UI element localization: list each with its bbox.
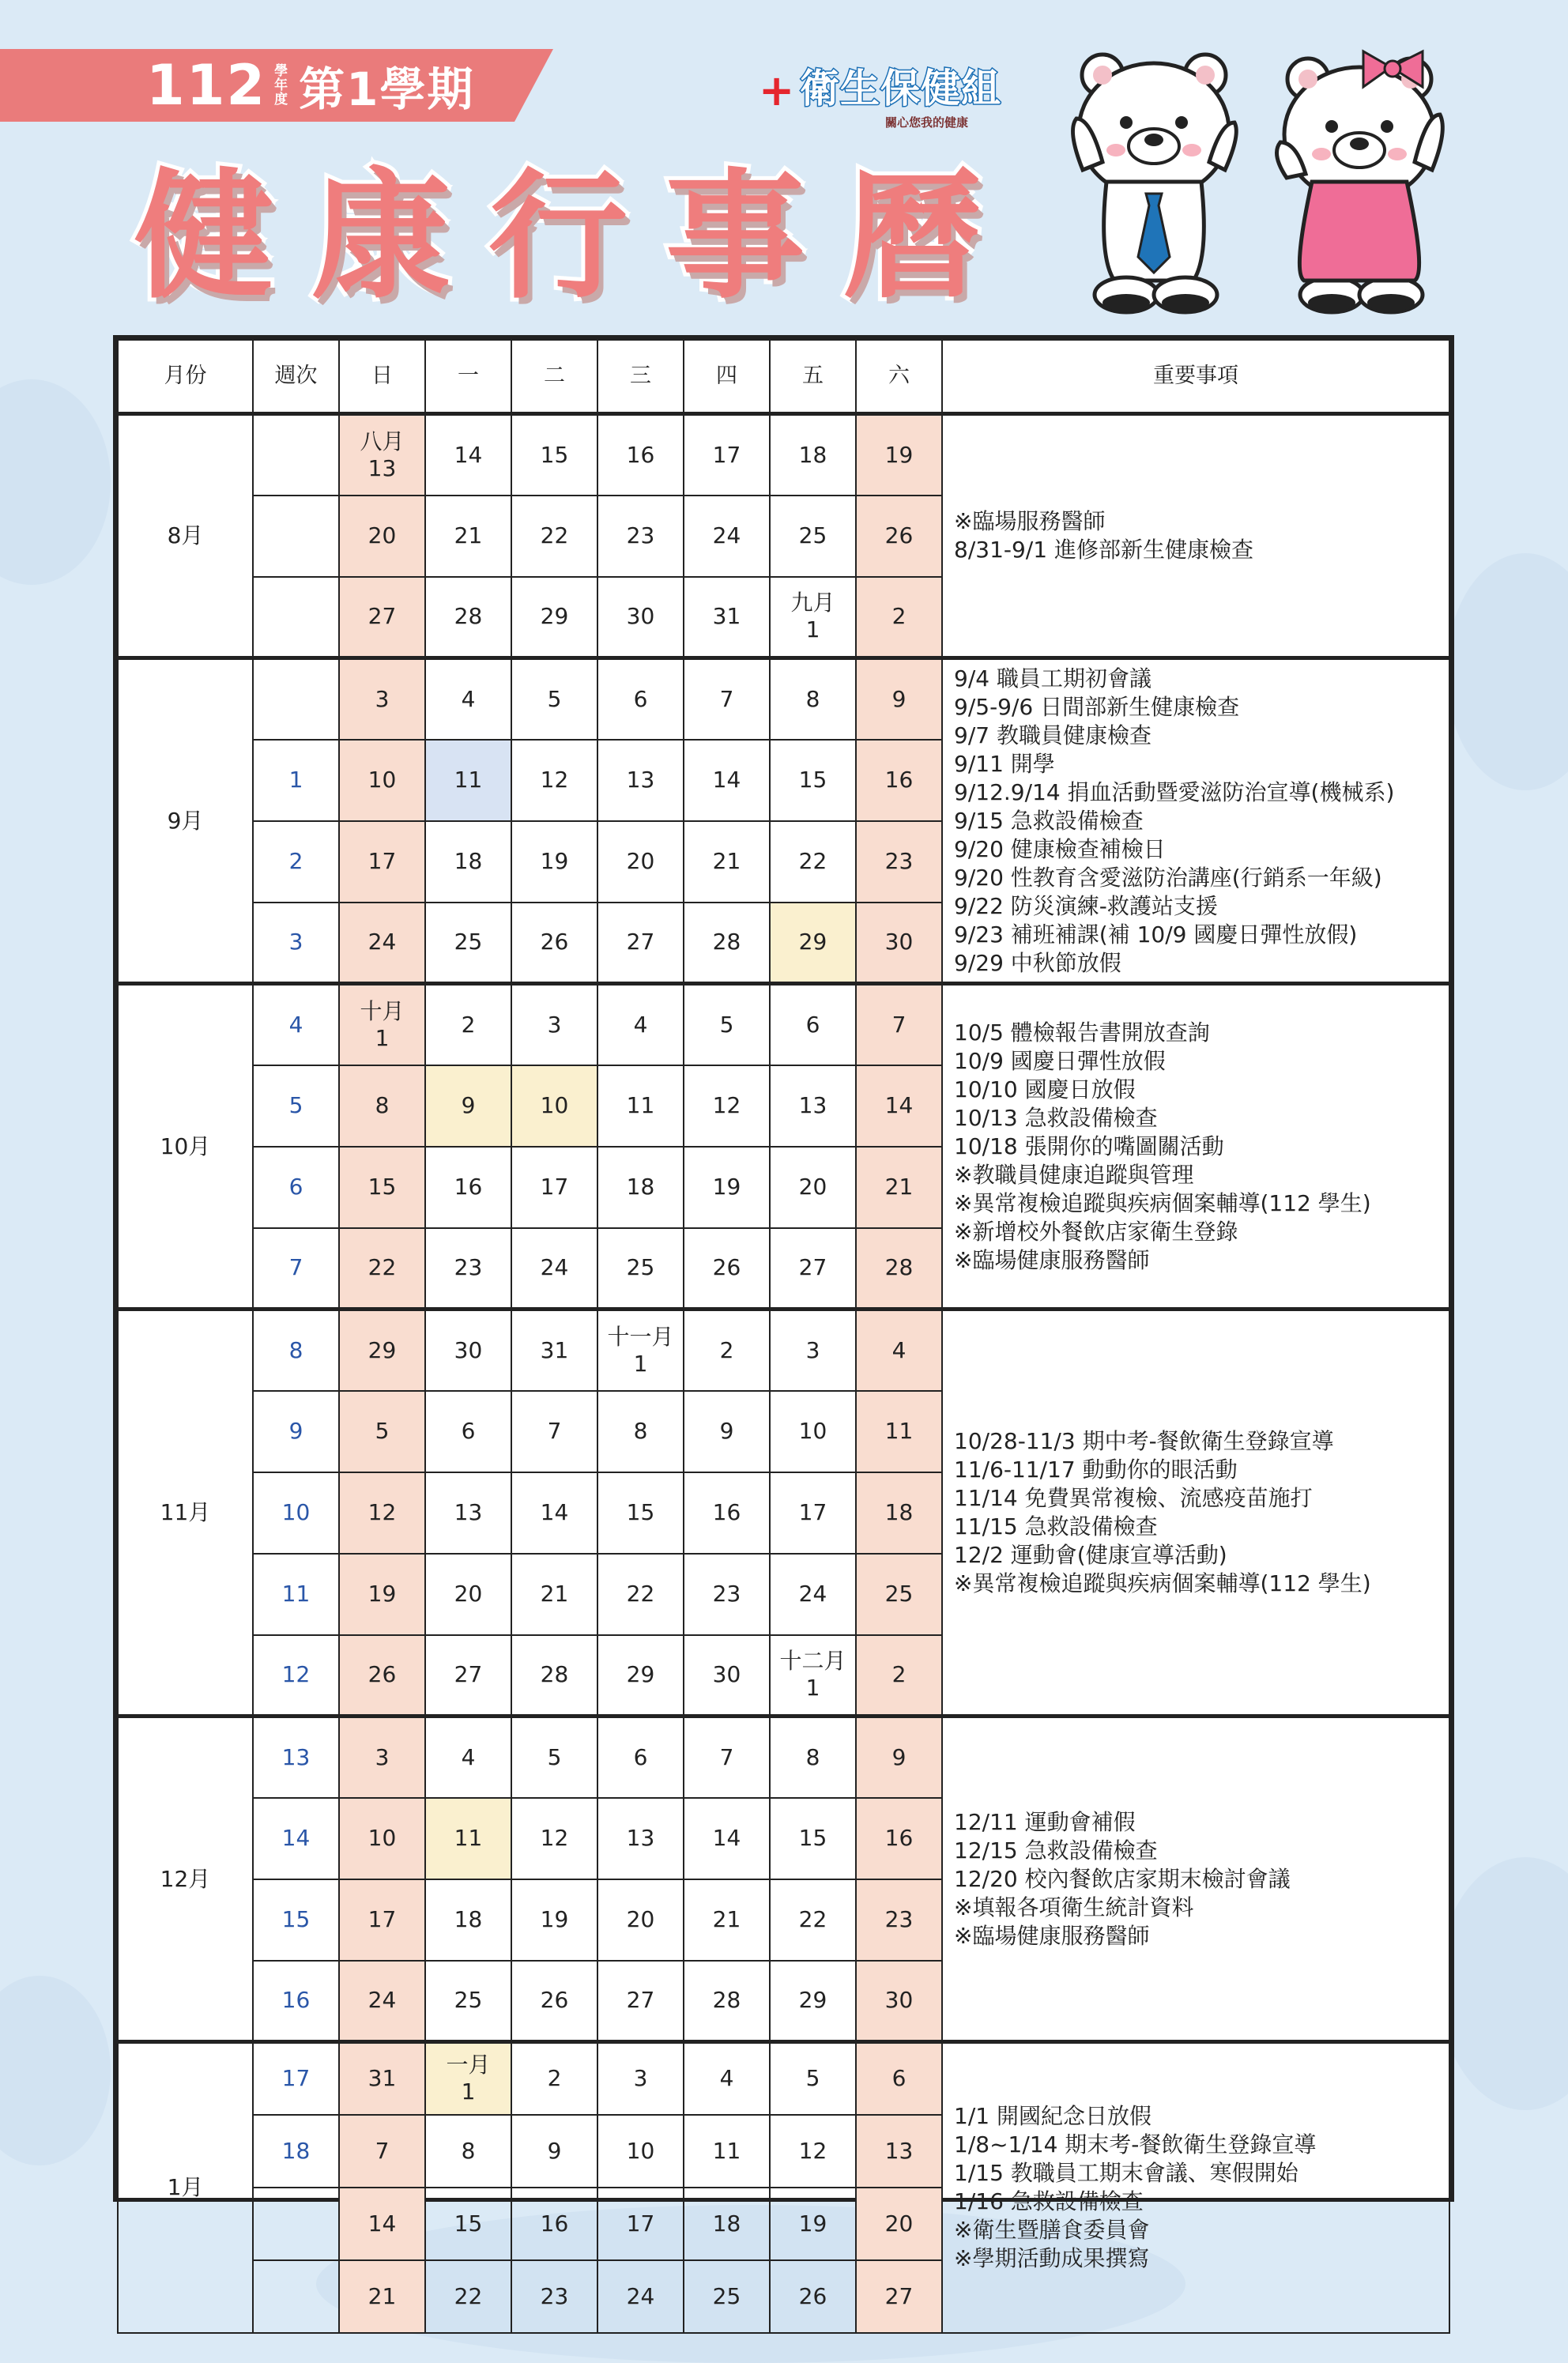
day-cell: 21 bbox=[339, 2260, 425, 2333]
day-cell: 14 bbox=[339, 2188, 425, 2260]
day-cell: 30 bbox=[856, 903, 942, 984]
week-number bbox=[253, 2260, 339, 2333]
event-item: ※臨場服務醫師 bbox=[954, 508, 1106, 534]
day-cell: 7 bbox=[511, 1391, 597, 1472]
logo-tagline: 關心您我的健康 bbox=[885, 115, 969, 130]
day-cell: 14 bbox=[511, 1472, 597, 1554]
day-cell: 4 bbox=[597, 984, 684, 1065]
event-item: 9/20 性教育含愛滋防治講座(行銷系一年級) bbox=[954, 864, 1382, 891]
day-cell: 11 bbox=[597, 1065, 684, 1147]
day-cell: 11 bbox=[856, 1391, 942, 1472]
day-cell: 20 bbox=[339, 496, 425, 577]
day-cell: 27 bbox=[425, 1635, 511, 1717]
day-cell: 2 bbox=[425, 984, 511, 1065]
day-cell: 14 bbox=[425, 414, 511, 496]
day-cell: 8 bbox=[770, 1717, 856, 1798]
day-cell: 17 bbox=[770, 1472, 856, 1554]
calendar-week-row bbox=[118, 414, 1449, 496]
event-item: 10/13 急救設備檢查 bbox=[954, 1104, 1158, 1131]
month-label: 1月 bbox=[118, 2042, 253, 2333]
day-cell: 28 bbox=[511, 1635, 597, 1717]
day-cell: 24 bbox=[770, 1554, 856, 1635]
day-cell: 14 bbox=[684, 740, 770, 821]
day-cell: 28 bbox=[425, 577, 511, 658]
event-item: 9/12.9/14 捐血活動暨愛滋防治宣導(機械系) bbox=[954, 778, 1395, 805]
day-cell: 5 bbox=[511, 658, 597, 740]
day-cell: 19 bbox=[511, 1879, 597, 1961]
day-cell: 22 bbox=[425, 2260, 511, 2333]
day-cell: 18 bbox=[684, 2188, 770, 2260]
week-number: 7 bbox=[253, 1228, 339, 1310]
term-year-suffix-char: 年 bbox=[274, 77, 288, 93]
week-number: 8 bbox=[253, 1310, 339, 1391]
important-events bbox=[942, 2042, 1449, 2333]
event-item: 8/31-9/1 進修部新生健康檢查 bbox=[954, 537, 1253, 563]
important-events bbox=[942, 1310, 1449, 1717]
important-events bbox=[942, 1717, 1449, 2042]
day-cell: 8 bbox=[770, 658, 856, 740]
day-cell: 6 bbox=[597, 1717, 684, 1798]
day-cell: 10 bbox=[770, 1391, 856, 1472]
month-start-label: 八月 bbox=[360, 428, 405, 454]
event-item: 10/5 體檢報告書開放查詢 bbox=[954, 1019, 1210, 1046]
day-number: 1 bbox=[633, 1350, 648, 1377]
day-cell: 18 bbox=[425, 1879, 511, 1961]
event-item: 10/10 國慶日放假 bbox=[954, 1076, 1136, 1102]
week-number: 4 bbox=[253, 984, 339, 1065]
day-cell: 20 bbox=[597, 821, 684, 903]
calendar-body bbox=[118, 414, 1449, 2333]
day-cell: 30 bbox=[425, 1310, 511, 1391]
day-cell: 24 bbox=[511, 1228, 597, 1310]
month-start-label: 九月 bbox=[790, 590, 835, 616]
month-label: 12月 bbox=[118, 1717, 253, 2042]
day-cell: 31 bbox=[511, 1310, 597, 1391]
day-cell: 9 bbox=[684, 1391, 770, 1472]
day-cell: 30 bbox=[856, 1961, 942, 2042]
day-cell: 7 bbox=[684, 658, 770, 740]
day-cell: 26 bbox=[684, 1228, 770, 1310]
event-item: 9/7 教職員健康檢查 bbox=[954, 722, 1152, 748]
day-number: 1 bbox=[805, 1675, 820, 1702]
day-cell: 9 bbox=[425, 1065, 511, 1147]
day-cell: 27 bbox=[856, 2260, 942, 2333]
day-cell: 28 bbox=[856, 1228, 942, 1310]
day-cell: 20 bbox=[856, 2188, 942, 2260]
plus-icon: + bbox=[759, 66, 795, 115]
term-banner-text bbox=[146, 49, 474, 122]
term-year-suffix-char: 度 bbox=[274, 92, 288, 107]
day-cell: 22 bbox=[511, 496, 597, 577]
week-number: 16 bbox=[253, 1961, 339, 2042]
event-item: 9/15 急救設備檢查 bbox=[954, 807, 1144, 834]
term-name: 第1學期 bbox=[299, 62, 475, 116]
day-cell: 5 bbox=[511, 1717, 597, 1798]
header-sun: 日 bbox=[339, 340, 425, 414]
day-cell: 21 bbox=[684, 821, 770, 903]
day-cell: 5 bbox=[339, 1391, 425, 1472]
event-item: 12/2 運動會(健康宣導活動) bbox=[954, 1542, 1227, 1568]
event-item: 11/15 急救設備檢查 bbox=[954, 1513, 1158, 1540]
day-cell: 20 bbox=[425, 1554, 511, 1635]
event-item: 11/14 免費異常複檢、流感疫苗施打 bbox=[954, 1485, 1313, 1511]
day-cell: 2 bbox=[511, 2042, 597, 2115]
boy-bear-mascot-icon bbox=[1059, 43, 1249, 320]
header-month: 月份 bbox=[118, 340, 253, 414]
day-number: 1 bbox=[805, 616, 820, 643]
day-cell: 24 bbox=[597, 2260, 684, 2333]
day-cell: 21 bbox=[856, 1147, 942, 1228]
event-item: ※臨場健康服務醫師 bbox=[954, 1922, 1150, 1949]
day-cell: 15 bbox=[597, 1472, 684, 1554]
day-cell: 10 bbox=[597, 2115, 684, 2188]
day-cell: 28 bbox=[684, 1961, 770, 2042]
day-cell: 19 bbox=[684, 1147, 770, 1228]
header-notes: 重要事項 bbox=[942, 340, 1449, 414]
calendar-week-row bbox=[118, 984, 1449, 1065]
health-section-logo bbox=[759, 65, 1012, 138]
day-cell: 9 bbox=[511, 2115, 597, 2188]
header-wed: 三 bbox=[597, 340, 684, 414]
day-cell: 21 bbox=[684, 1879, 770, 1961]
background-shape bbox=[0, 1976, 111, 2165]
day-cell: 16 bbox=[856, 740, 942, 821]
day-cell: 26 bbox=[856, 496, 942, 577]
day-cell: 2 bbox=[856, 577, 942, 658]
day-cell: 25 bbox=[856, 1554, 942, 1635]
day-cell: 21 bbox=[511, 1554, 597, 1635]
day-cell: 14 bbox=[684, 1798, 770, 1879]
event-item: ※異常複檢追蹤與疾病個案輔導(112 學生) bbox=[954, 1570, 1371, 1596]
month-start-label: 十一月 bbox=[607, 1323, 674, 1350]
day-cell: 18 bbox=[425, 821, 511, 903]
day-cell: 7 bbox=[339, 2115, 425, 2188]
day-cell bbox=[339, 414, 425, 496]
day-cell: 26 bbox=[511, 903, 597, 984]
event-item: 1/16 急救設備檢查 bbox=[954, 2188, 1144, 2215]
week-number: 5 bbox=[253, 1065, 339, 1147]
day-cell: 15 bbox=[339, 1147, 425, 1228]
event-item: ※新增校外餐飲店家衛生登錄 bbox=[954, 1218, 1238, 1245]
day-cell: 29 bbox=[770, 903, 856, 984]
week-number: 10 bbox=[253, 1472, 339, 1554]
day-cell: 25 bbox=[770, 496, 856, 577]
day-cell bbox=[339, 984, 425, 1065]
day-cell: 6 bbox=[597, 658, 684, 740]
day-cell: 26 bbox=[339, 1635, 425, 1717]
day-cell: 23 bbox=[856, 1879, 942, 1961]
day-cell: 8 bbox=[597, 1391, 684, 1472]
header-mon: 一 bbox=[425, 340, 511, 414]
day-cell: 9 bbox=[856, 1717, 942, 1798]
day-cell: 7 bbox=[856, 984, 942, 1065]
week-number: 13 bbox=[253, 1717, 339, 1798]
month-start-label: 十月 bbox=[360, 997, 405, 1024]
day-cell: 28 bbox=[684, 903, 770, 984]
event-item: 9/4 職員工期初會議 bbox=[954, 665, 1152, 692]
day-cell: 8 bbox=[425, 2115, 511, 2188]
day-cell: 19 bbox=[511, 821, 597, 903]
day-cell: 23 bbox=[425, 1228, 511, 1310]
week-number: 9 bbox=[253, 1391, 339, 1472]
day-cell: 12 bbox=[511, 1798, 597, 1879]
week-number bbox=[253, 658, 339, 740]
day-cell: 13 bbox=[425, 1472, 511, 1554]
event-item: 12/11 運動會補假 bbox=[954, 1808, 1136, 1835]
event-item: ※衛生暨膳食委員會 bbox=[954, 2217, 1150, 2244]
day-cell: 4 bbox=[684, 2042, 770, 2115]
month-label: 10月 bbox=[118, 984, 253, 1310]
day-cell: 17 bbox=[597, 2188, 684, 2260]
week-number: 12 bbox=[253, 1635, 339, 1717]
day-cell: 20 bbox=[597, 1879, 684, 1961]
day-cell: 23 bbox=[597, 496, 684, 577]
day-cell: 8 bbox=[339, 1065, 425, 1147]
day-cell: 11 bbox=[684, 2115, 770, 2188]
event-item: 10/18 張開你的嘴圖關活動 bbox=[954, 1133, 1224, 1159]
event-item: ※學期活動成果撰寫 bbox=[954, 2245, 1150, 2272]
event-item: 1/8~1/14 期末考-餐飲衛生登錄宣導 bbox=[954, 2131, 1317, 2158]
day-cell: 27 bbox=[597, 1961, 684, 2042]
day-cell: 24 bbox=[339, 903, 425, 984]
day-cell: 18 bbox=[770, 414, 856, 496]
day-cell: 10 bbox=[339, 740, 425, 821]
important-events bbox=[942, 984, 1449, 1310]
week-number: 14 bbox=[253, 1798, 339, 1879]
day-cell: 12 bbox=[684, 1065, 770, 1147]
day-cell: 13 bbox=[856, 2115, 942, 2188]
calendar-week-row bbox=[118, 1717, 1449, 1798]
day-cell: 3 bbox=[339, 658, 425, 740]
day-cell: 25 bbox=[425, 903, 511, 984]
day-cell: 10 bbox=[511, 1065, 597, 1147]
day-cell: 11 bbox=[425, 740, 511, 821]
day-cell: 3 bbox=[597, 2042, 684, 2115]
calendar-week-row bbox=[118, 658, 1449, 740]
day-cell: 17 bbox=[339, 821, 425, 903]
day-cell: 20 bbox=[770, 1147, 856, 1228]
day-cell: 31 bbox=[339, 2042, 425, 2115]
day-cell: 2 bbox=[856, 1635, 942, 1717]
day-cell: 15 bbox=[511, 414, 597, 496]
day-cell: 24 bbox=[684, 496, 770, 577]
day-cell: 12 bbox=[770, 2115, 856, 2188]
background-shape bbox=[1438, 1857, 1568, 2110]
day-cell bbox=[597, 1310, 684, 1391]
header-week: 週次 bbox=[253, 340, 339, 414]
day-cell: 7 bbox=[684, 1717, 770, 1798]
day-cell: 29 bbox=[339, 1310, 425, 1391]
day-cell: 16 bbox=[684, 1472, 770, 1554]
day-cell: 21 bbox=[425, 496, 511, 577]
table-header-row bbox=[118, 340, 1449, 414]
day-cell: 2 bbox=[684, 1310, 770, 1391]
day-cell: 4 bbox=[856, 1310, 942, 1391]
event-item: 9/11 開學 bbox=[954, 750, 1055, 777]
week-number bbox=[253, 2188, 339, 2260]
week-number: 3 bbox=[253, 903, 339, 984]
day-cell: 17 bbox=[339, 1879, 425, 1961]
week-number bbox=[253, 577, 339, 658]
day-cell: 19 bbox=[770, 2188, 856, 2260]
event-item: 9/20 健康檢查補檢日 bbox=[954, 835, 1166, 862]
day-cell: 6 bbox=[856, 2042, 942, 2115]
day-cell: 13 bbox=[597, 1798, 684, 1879]
day-cell: 4 bbox=[425, 658, 511, 740]
day-cell: 19 bbox=[856, 414, 942, 496]
day-cell: 5 bbox=[770, 2042, 856, 2115]
day-cell: 29 bbox=[770, 1961, 856, 2042]
calendar-week-row bbox=[118, 2042, 1449, 2115]
header-thu: 四 bbox=[684, 340, 770, 414]
day-cell: 3 bbox=[770, 1310, 856, 1391]
week-number: 6 bbox=[253, 1147, 339, 1228]
day-cell: 29 bbox=[597, 1635, 684, 1717]
day-cell: 24 bbox=[339, 1961, 425, 2042]
event-item: ※臨場健康服務醫師 bbox=[954, 1246, 1150, 1273]
day-cell: 5 bbox=[684, 984, 770, 1065]
background-shape bbox=[0, 379, 111, 585]
day-number: 1 bbox=[461, 2078, 476, 2105]
event-item: ※異常複檢追蹤與疾病個案輔導(112 學生) bbox=[954, 1189, 1371, 1216]
month-start-label: 十二月 bbox=[779, 1648, 846, 1675]
event-item: ※填報各項衛生統計資料 bbox=[954, 1894, 1194, 1920]
day-cell bbox=[770, 577, 856, 658]
day-cell: 15 bbox=[770, 1798, 856, 1879]
day-cell: 17 bbox=[684, 414, 770, 496]
day-cell: 12 bbox=[339, 1472, 425, 1554]
day-cell: 15 bbox=[425, 2188, 511, 2260]
day-cell: 25 bbox=[425, 1961, 511, 2042]
day-cell: 13 bbox=[597, 740, 684, 821]
week-number: 18 bbox=[253, 2115, 339, 2188]
event-item: 12/20 校內餐飲店家期末檢討會議 bbox=[954, 1865, 1291, 1892]
event-item: 9/5-9/6 日間部新生健康檢查 bbox=[954, 693, 1240, 720]
day-cell: 22 bbox=[339, 1228, 425, 1310]
calendar-week-row bbox=[118, 1310, 1449, 1391]
event-item: 11/6-11/17 動動你的眼活動 bbox=[954, 1457, 1238, 1483]
day-cell: 23 bbox=[684, 1554, 770, 1635]
header-tue: 二 bbox=[511, 340, 597, 414]
event-item: 10/9 國慶日彈性放假 bbox=[954, 1047, 1166, 1074]
day-cell bbox=[770, 1635, 856, 1717]
event-item: 10/28-11/3 期中考-餐飲衛生登錄宣導 bbox=[954, 1428, 1334, 1454]
page-title: 健康行事曆 bbox=[134, 156, 1020, 318]
day-cell: 30 bbox=[684, 1635, 770, 1717]
month-label: 9月 bbox=[118, 658, 253, 984]
day-cell: 16 bbox=[511, 2188, 597, 2260]
important-events bbox=[942, 658, 1449, 984]
week-number bbox=[253, 496, 339, 577]
day-cell: 4 bbox=[425, 1717, 511, 1798]
day-cell: 23 bbox=[856, 821, 942, 903]
day-cell: 31 bbox=[684, 577, 770, 658]
month-label: 11月 bbox=[118, 1310, 253, 1717]
day-cell: 12 bbox=[511, 740, 597, 821]
week-number: 17 bbox=[253, 2042, 339, 2115]
day-cell: 26 bbox=[511, 1961, 597, 2042]
day-cell: 27 bbox=[339, 577, 425, 658]
day-cell: 16 bbox=[425, 1147, 511, 1228]
day-cell: 18 bbox=[856, 1472, 942, 1554]
day-cell: 23 bbox=[511, 2260, 597, 2333]
event-item: 9/23 補班補課(補 10/9 國慶日彈性放假) bbox=[954, 921, 1358, 948]
day-cell: 16 bbox=[597, 414, 684, 496]
event-item: 12/15 急救設備檢查 bbox=[954, 1837, 1158, 1864]
day-cell: 27 bbox=[770, 1228, 856, 1310]
day-cell: 9 bbox=[856, 658, 942, 740]
background-shape bbox=[1446, 553, 1568, 790]
week-number: 15 bbox=[253, 1879, 339, 1961]
day-cell bbox=[425, 2042, 511, 2115]
day-cell: 11 bbox=[425, 1798, 511, 1879]
day-cell: 10 bbox=[339, 1798, 425, 1879]
day-cell: 6 bbox=[770, 984, 856, 1065]
week-number: 1 bbox=[253, 740, 339, 821]
term-year: 112 bbox=[146, 53, 267, 118]
day-cell: 16 bbox=[856, 1798, 942, 1879]
day-cell: 15 bbox=[770, 740, 856, 821]
day-cell: 27 bbox=[597, 903, 684, 984]
header-fri: 五 bbox=[770, 340, 856, 414]
event-item: 9/22 防災演練-救護站支援 bbox=[954, 892, 1218, 919]
day-cell: 17 bbox=[511, 1147, 597, 1228]
month-start-label: 一月 bbox=[446, 2052, 491, 2078]
day-cell: 19 bbox=[339, 1554, 425, 1635]
day-cell: 14 bbox=[856, 1065, 942, 1147]
day-cell: 30 bbox=[597, 577, 684, 658]
day-cell: 22 bbox=[597, 1554, 684, 1635]
week-number: 2 bbox=[253, 821, 339, 903]
girl-bear-mascot-icon bbox=[1265, 43, 1454, 320]
week-number: 11 bbox=[253, 1554, 339, 1635]
day-cell: 26 bbox=[770, 2260, 856, 2333]
week-number bbox=[253, 414, 339, 496]
logo-name: 衛生保健組 bbox=[800, 66, 1001, 111]
event-item: 9/29 中秋節放假 bbox=[954, 949, 1121, 976]
day-number: 13 bbox=[368, 454, 397, 481]
day-cell: 29 bbox=[511, 577, 597, 658]
day-cell: 22 bbox=[770, 1879, 856, 1961]
day-cell: 13 bbox=[770, 1065, 856, 1147]
day-cell: 3 bbox=[339, 1717, 425, 1798]
event-item: ※教職員健康追蹤與管理 bbox=[954, 1161, 1194, 1188]
term-year-suffix-char: 學 bbox=[274, 63, 288, 79]
day-cell: 3 bbox=[511, 984, 597, 1065]
event-item: 1/1 開國紀念日放假 bbox=[954, 2103, 1152, 2130]
day-cell: 25 bbox=[597, 1228, 684, 1310]
event-item: 1/15 教職員工期末會議、寒假開始 bbox=[954, 2160, 1298, 2187]
day-cell: 18 bbox=[597, 1147, 684, 1228]
health-calendar-table bbox=[113, 335, 1454, 2309]
important-events bbox=[942, 414, 1449, 658]
header-sat: 六 bbox=[856, 340, 942, 414]
month-label: 8月 bbox=[118, 414, 253, 658]
term-year-suffix bbox=[274, 64, 288, 107]
day-cell: 22 bbox=[770, 821, 856, 903]
day-number: 1 bbox=[375, 1024, 390, 1051]
day-cell: 25 bbox=[684, 2260, 770, 2333]
day-cell: 6 bbox=[425, 1391, 511, 1472]
